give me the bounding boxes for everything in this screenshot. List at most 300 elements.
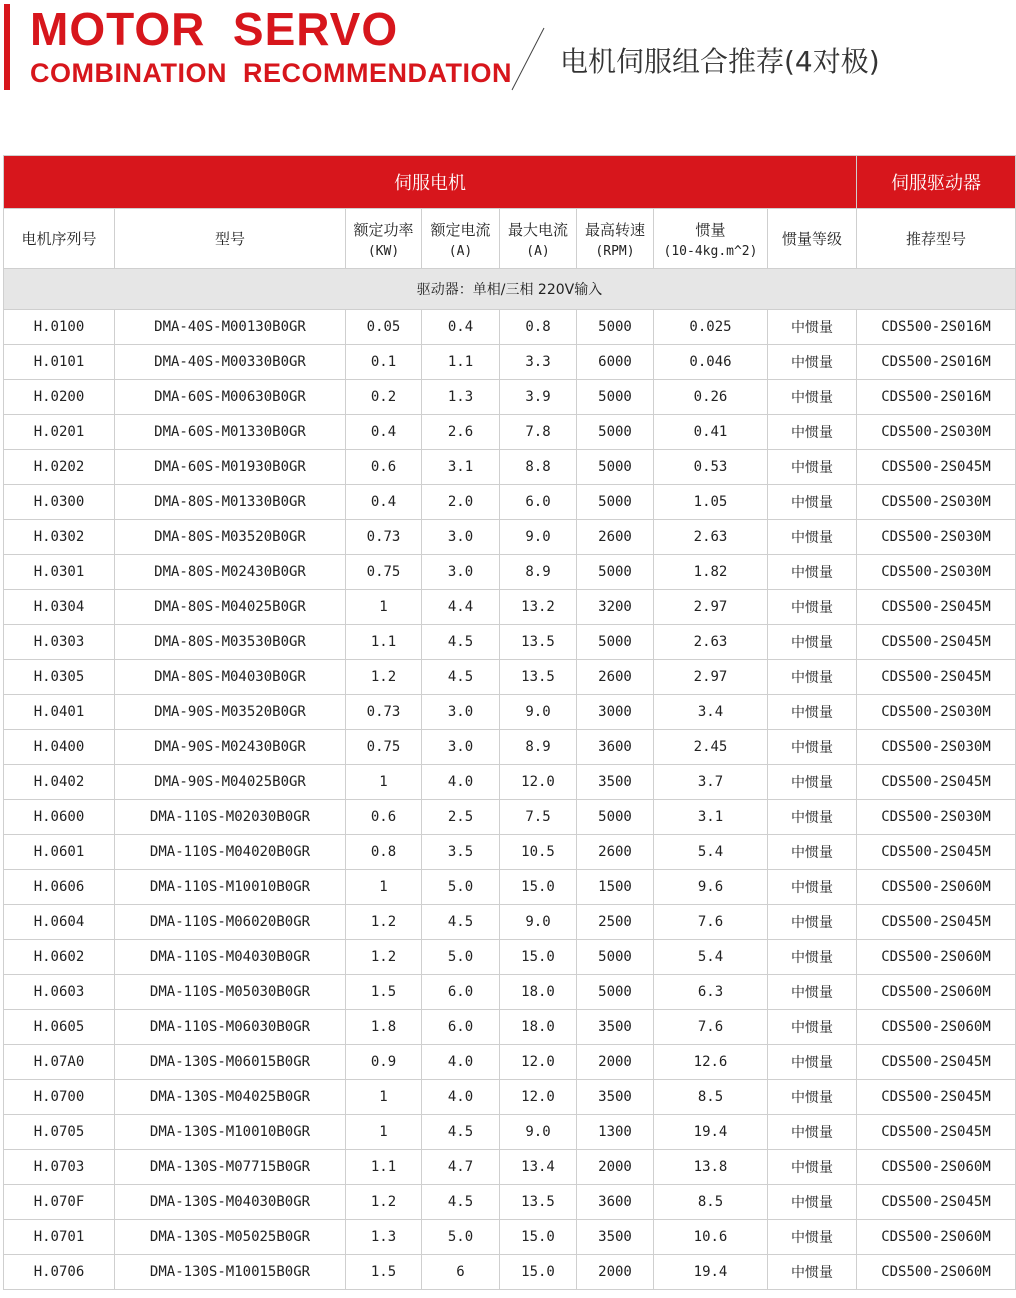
cell-inertia: 2.97 — [654, 660, 768, 695]
cell-max-speed: 3500 — [577, 1080, 654, 1115]
cell-inertia-level: 中惯量 — [768, 520, 857, 555]
cell-serial: H.0304 — [4, 590, 115, 625]
cell-model: DMA-90S-M02430B0GR — [115, 730, 346, 765]
cell-serial: H.0201 — [4, 415, 115, 450]
cell-rated-power: 0.6 — [346, 800, 422, 835]
cell-inertia-level: 中惯量 — [768, 730, 857, 765]
cell-rated-power: 0.73 — [346, 520, 422, 555]
cell-rated-current: 3.0 — [422, 520, 500, 555]
table-row — [4, 1045, 1016, 1080]
section-label: 驱动器：单相/三相 220V输入 — [4, 269, 1016, 310]
cell-recommended-model: CDS500-2S045M — [857, 660, 1016, 695]
cell-inertia-level: 中惯量 — [768, 1080, 857, 1115]
table-row — [4, 730, 1016, 765]
cell-rated-power: 1.2 — [346, 660, 422, 695]
cell-max-speed: 5000 — [577, 380, 654, 415]
table-row — [4, 660, 1016, 695]
cell-serial: H.0101 — [4, 345, 115, 380]
cell-rated-current: 2.0 — [422, 485, 500, 520]
cell-recommended-model: CDS500-2S016M — [857, 380, 1016, 415]
cell-rated-power: 0.05 — [346, 310, 422, 345]
cell-recommended-model: CDS500-2S045M — [857, 1045, 1016, 1080]
cell-inertia: 12.6 — [654, 1045, 768, 1080]
column-header-row — [4, 209, 1016, 269]
cell-model: DMA-40S-M00130B0GR — [115, 310, 346, 345]
cell-inertia-level: 中惯量 — [768, 940, 857, 975]
cell-rated-power: 1.5 — [346, 975, 422, 1010]
cell-rated-power: 0.4 — [346, 415, 422, 450]
cell-inertia: 0.26 — [654, 380, 768, 415]
cell-rated-current: 1.3 — [422, 380, 500, 415]
cell-model: DMA-90S-M03520B0GR — [115, 695, 346, 730]
cell-model: DMA-60S-M01330B0GR — [115, 415, 346, 450]
cell-serial: H.07A0 — [4, 1045, 115, 1080]
cell-rated-current: 4.7 — [422, 1150, 500, 1185]
cell-max-speed: 2600 — [577, 520, 654, 555]
table-row — [4, 450, 1016, 485]
cell-recommended-model: CDS500-2S060M — [857, 1255, 1016, 1290]
cell-max-speed: 2500 — [577, 905, 654, 940]
cell-inertia-level: 中惯量 — [768, 835, 857, 870]
cell-rated-current: 4.5 — [422, 625, 500, 660]
table-row — [4, 800, 1016, 835]
col-rated-power — [346, 209, 422, 269]
cell-max-current: 12.0 — [500, 1080, 577, 1115]
cell-inertia: 3.7 — [654, 765, 768, 800]
cell-recommended-model: CDS500-2S045M — [857, 1115, 1016, 1150]
cell-model: DMA-80S-M03520B0GR — [115, 520, 346, 555]
cell-inertia: 1.82 — [654, 555, 768, 590]
cell-max-current: 18.0 — [500, 975, 577, 1010]
table-row — [4, 310, 1016, 345]
cell-max-speed: 6000 — [577, 345, 654, 380]
cell-recommended-model: CDS500-2S030M — [857, 485, 1016, 520]
cell-max-current: 7.5 — [500, 800, 577, 835]
cell-max-current: 15.0 — [500, 870, 577, 905]
group-header-row — [4, 156, 1016, 209]
cell-inertia: 0.41 — [654, 415, 768, 450]
cell-max-speed: 3200 — [577, 590, 654, 625]
cell-model: DMA-60S-M00630B0GR — [115, 380, 346, 415]
table-row — [4, 625, 1016, 660]
cell-model: DMA-110S-M06030B0GR — [115, 1010, 346, 1045]
table-row — [4, 870, 1016, 905]
cell-rated-current: 2.6 — [422, 415, 500, 450]
cell-max-speed: 2600 — [577, 660, 654, 695]
cell-inertia-level: 中惯量 — [768, 310, 857, 345]
cell-rated-power: 1 — [346, 870, 422, 905]
table-row — [4, 695, 1016, 730]
cell-rated-current: 4.0 — [422, 1080, 500, 1115]
cell-rated-power: 0.8 — [346, 835, 422, 870]
cell-model: DMA-130S-M04025B0GR — [115, 1080, 346, 1115]
cell-model: DMA-80S-M01330B0GR — [115, 485, 346, 520]
table-row — [4, 380, 1016, 415]
cell-serial: H.0606 — [4, 870, 115, 905]
cell-rated-power: 1.8 — [346, 1010, 422, 1045]
cell-inertia-level: 中惯量 — [768, 975, 857, 1010]
cell-rated-current: 4.0 — [422, 765, 500, 800]
cell-model: DMA-110S-M04030B0GR — [115, 940, 346, 975]
cell-recommended-model: CDS500-2S060M — [857, 1220, 1016, 1255]
cell-serial: H.0603 — [4, 975, 115, 1010]
cell-serial: H.0703 — [4, 1150, 115, 1185]
cell-max-current: 0.8 — [500, 310, 577, 345]
cell-max-current: 13.5 — [500, 1185, 577, 1220]
cell-serial: H.0600 — [4, 800, 115, 835]
cell-inertia-level: 中惯量 — [768, 485, 857, 520]
table-row — [4, 1185, 1016, 1220]
cell-rated-current: 0.4 — [422, 310, 500, 345]
cell-model: DMA-80S-M02430B0GR — [115, 555, 346, 590]
cell-model: DMA-110S-M05030B0GR — [115, 975, 346, 1010]
cell-model: DMA-80S-M04025B0GR — [115, 590, 346, 625]
cell-rated-power: 0.2 — [346, 380, 422, 415]
cell-rated-current: 6.0 — [422, 1010, 500, 1045]
cell-rated-power: 1.2 — [346, 940, 422, 975]
cell-serial: H.0401 — [4, 695, 115, 730]
cell-max-speed: 3500 — [577, 1220, 654, 1255]
column-label: 额定电流 — [430, 220, 491, 239]
cell-rated-current: 3.0 — [422, 695, 500, 730]
cell-max-speed: 3600 — [577, 1185, 654, 1220]
cell-rated-power: 0.4 — [346, 485, 422, 520]
cell-rated-current: 3.0 — [422, 555, 500, 590]
cell-recommended-model: CDS500-2S030M — [857, 730, 1016, 765]
cell-rated-current: 4.0 — [422, 1045, 500, 1080]
cell-rated-current: 4.5 — [422, 1115, 500, 1150]
table-row — [4, 1080, 1016, 1115]
cell-rated-current: 6.0 — [422, 975, 500, 1010]
cell-inertia: 19.4 — [654, 1255, 768, 1290]
cell-rated-current: 5.0 — [422, 870, 500, 905]
cell-model: DMA-90S-M04025B0GR — [115, 765, 346, 800]
cell-recommended-model: CDS500-2S045M — [857, 590, 1016, 625]
cell-max-current: 8.9 — [500, 730, 577, 765]
table-row — [4, 1255, 1016, 1290]
cell-recommended-model: CDS500-2S060M — [857, 1150, 1016, 1185]
cell-serial: H.0302 — [4, 520, 115, 555]
title-english-sub: COMBINATION RECOMMENDATION — [30, 58, 512, 88]
table-row — [4, 345, 1016, 380]
cell-max-speed: 2000 — [577, 1045, 654, 1080]
cell-inertia: 8.5 — [654, 1080, 768, 1115]
cell-serial: H.0705 — [4, 1115, 115, 1150]
cell-inertia: 5.4 — [654, 940, 768, 975]
column-label: 最高转速 — [584, 220, 645, 239]
cell-serial: H.0301 — [4, 555, 115, 590]
cell-recommended-model: CDS500-2S060M — [857, 870, 1016, 905]
cell-max-speed: 5000 — [577, 975, 654, 1010]
cell-inertia: 0.53 — [654, 450, 768, 485]
cell-recommended-model: CDS500-2S045M — [857, 835, 1016, 870]
cell-inertia: 9.6 — [654, 870, 768, 905]
cell-max-current: 8.8 — [500, 450, 577, 485]
cell-model: DMA-130S-M04030B0GR — [115, 1185, 346, 1220]
cell-inertia: 2.45 — [654, 730, 768, 765]
cell-inertia-level: 中惯量 — [768, 1255, 857, 1290]
cell-recommended-model: CDS500-2S045M — [857, 625, 1016, 660]
cell-max-current: 3.3 — [500, 345, 577, 380]
cell-model: DMA-40S-M00330B0GR — [115, 345, 346, 380]
cell-max-current: 13.4 — [500, 1150, 577, 1185]
cell-serial: H.0706 — [4, 1255, 115, 1290]
table-row — [4, 415, 1016, 450]
col-max-current — [500, 209, 577, 269]
column-label: 惯量等级 — [781, 230, 842, 248]
cell-inertia-level: 中惯量 — [768, 660, 857, 695]
cell-max-current: 10.5 — [500, 835, 577, 870]
cell-rated-power: 1.2 — [346, 905, 422, 940]
cell-inertia: 7.6 — [654, 905, 768, 940]
cell-max-speed: 2000 — [577, 1150, 654, 1185]
column-unit: (A) — [448, 243, 473, 259]
cell-max-speed: 3000 — [577, 695, 654, 730]
cell-recommended-model: CDS500-2S045M — [857, 450, 1016, 485]
col-rated-current — [422, 209, 500, 269]
cell-serial: H.0602 — [4, 940, 115, 975]
cell-recommended-model: CDS500-2S060M — [857, 940, 1016, 975]
accent-bar — [4, 4, 10, 90]
cell-max-current: 9.0 — [500, 695, 577, 730]
column-label: 惯量 — [695, 220, 726, 239]
cell-max-current: 13.5 — [500, 660, 577, 695]
combination-table — [3, 155, 1016, 1290]
cell-inertia-level: 中惯量 — [768, 1045, 857, 1080]
cell-max-current: 9.0 — [500, 1115, 577, 1150]
cell-max-current: 15.0 — [500, 940, 577, 975]
column-label: 最大电流 — [507, 220, 568, 239]
group-servo-driver: 伺服驱动器 — [857, 156, 1016, 209]
cell-rated-current: 3.1 — [422, 450, 500, 485]
cell-max-current: 12.0 — [500, 1045, 577, 1080]
cell-rated-current: 5.0 — [422, 1220, 500, 1255]
table-row — [4, 590, 1016, 625]
cell-max-speed: 3500 — [577, 1010, 654, 1045]
cell-rated-power: 1 — [346, 765, 422, 800]
cell-model: DMA-130S-M07715B0GR — [115, 1150, 346, 1185]
cell-recommended-model: CDS500-2S045M — [857, 1080, 1016, 1115]
cell-serial: H.0604 — [4, 905, 115, 940]
cell-inertia-level: 中惯量 — [768, 1010, 857, 1045]
cell-inertia: 8.5 — [654, 1185, 768, 1220]
cell-serial: H.0402 — [4, 765, 115, 800]
cell-rated-current: 3.0 — [422, 730, 500, 765]
cell-inertia: 2.97 — [654, 590, 768, 625]
cell-rated-power: 0.9 — [346, 1045, 422, 1080]
cell-inertia-level: 中惯量 — [768, 1115, 857, 1150]
cell-inertia-level: 中惯量 — [768, 555, 857, 590]
cell-model: DMA-80S-M03530B0GR — [115, 625, 346, 660]
cell-inertia: 10.6 — [654, 1220, 768, 1255]
cell-max-current: 13.5 — [500, 625, 577, 660]
column-unit: (10-4kg.m^2) — [663, 243, 758, 259]
cell-max-current: 9.0 — [500, 905, 577, 940]
cell-rated-current: 5.0 — [422, 940, 500, 975]
cell-inertia: 2.63 — [654, 520, 768, 555]
cell-recommended-model: CDS500-2S045M — [857, 1185, 1016, 1220]
cell-rated-power: 0.73 — [346, 695, 422, 730]
cell-max-current: 3.9 — [500, 380, 577, 415]
col-recommended-model — [857, 209, 1016, 269]
cell-inertia: 3.1 — [654, 800, 768, 835]
cell-model: DMA-130S-M05025B0GR — [115, 1220, 346, 1255]
cell-inertia-level: 中惯量 — [768, 380, 857, 415]
cell-inertia: 19.4 — [654, 1115, 768, 1150]
divider-slash-icon — [508, 26, 548, 92]
cell-inertia-level: 中惯量 — [768, 1150, 857, 1185]
cell-inertia-level: 中惯量 — [768, 415, 857, 450]
cell-inertia-level: 中惯量 — [768, 345, 857, 380]
cell-max-speed: 1300 — [577, 1115, 654, 1150]
cell-max-current: 15.0 — [500, 1220, 577, 1255]
table-row — [4, 1150, 1016, 1185]
column-unit: (RPM) — [595, 243, 635, 259]
cell-inertia: 6.3 — [654, 975, 768, 1010]
cell-model: DMA-110S-M02030B0GR — [115, 800, 346, 835]
cell-rated-power: 1 — [346, 1115, 422, 1150]
cell-max-speed: 5000 — [577, 415, 654, 450]
cell-model: DMA-80S-M04030B0GR — [115, 660, 346, 695]
cell-inertia-level: 中惯量 — [768, 870, 857, 905]
table-row — [4, 765, 1016, 800]
col-model — [115, 209, 346, 269]
cell-max-speed: 5000 — [577, 450, 654, 485]
cell-max-current: 9.0 — [500, 520, 577, 555]
cell-recommended-model: CDS500-2S030M — [857, 415, 1016, 450]
cell-recommended-model: CDS500-2S030M — [857, 555, 1016, 590]
cell-rated-current: 6 — [422, 1255, 500, 1290]
cell-serial: H.0400 — [4, 730, 115, 765]
cell-serial: H.0100 — [4, 310, 115, 345]
cell-max-current: 18.0 — [500, 1010, 577, 1045]
cell-max-speed: 5000 — [577, 555, 654, 590]
cell-model: DMA-110S-M06020B0GR — [115, 905, 346, 940]
table-row — [4, 1220, 1016, 1255]
cell-serial: H.0300 — [4, 485, 115, 520]
cell-rated-power: 0.75 — [346, 730, 422, 765]
cell-recommended-model: CDS500-2S030M — [857, 520, 1016, 555]
title-chinese: 电机伺服组合推荐(4对极) — [560, 45, 880, 78]
cell-rated-power: 1 — [346, 1080, 422, 1115]
page-header — [0, 0, 1016, 130]
cell-max-speed: 5000 — [577, 940, 654, 975]
cell-max-current: 6.0 — [500, 485, 577, 520]
table-body — [4, 310, 1016, 1290]
column-label: 额定功率 — [353, 220, 414, 239]
cell-inertia-level: 中惯量 — [768, 1185, 857, 1220]
cell-serial: H.0605 — [4, 1010, 115, 1045]
cell-inertia: 0.025 — [654, 310, 768, 345]
cell-max-speed: 5000 — [577, 800, 654, 835]
cell-recommended-model: CDS500-2S016M — [857, 310, 1016, 345]
cell-recommended-model: CDS500-2S060M — [857, 975, 1016, 1010]
cell-max-speed: 5000 — [577, 485, 654, 520]
table-row — [4, 835, 1016, 870]
cell-max-speed: 2600 — [577, 835, 654, 870]
cell-rated-power: 0.1 — [346, 345, 422, 380]
cell-inertia-level: 中惯量 — [768, 905, 857, 940]
cell-rated-power: 1.3 — [346, 1220, 422, 1255]
cell-inertia-level: 中惯量 — [768, 1220, 857, 1255]
column-unit: (KW) — [367, 243, 400, 259]
cell-max-current: 13.2 — [500, 590, 577, 625]
cell-rated-current: 3.5 — [422, 835, 500, 870]
cell-serial: H.0700 — [4, 1080, 115, 1115]
cell-max-speed: 1500 — [577, 870, 654, 905]
cell-inertia: 7.6 — [654, 1010, 768, 1045]
cell-serial: H.0303 — [4, 625, 115, 660]
cell-rated-power: 1.1 — [346, 625, 422, 660]
section-row — [4, 269, 1016, 310]
cell-model: DMA-60S-M01930B0GR — [115, 450, 346, 485]
table-row — [4, 905, 1016, 940]
cell-rated-power: 1.1 — [346, 1150, 422, 1185]
cell-max-current: 8.9 — [500, 555, 577, 590]
cell-rated-current: 4.4 — [422, 590, 500, 625]
cell-serial: H.0601 — [4, 835, 115, 870]
cell-rated-power: 1 — [346, 590, 422, 625]
cell-inertia-level: 中惯量 — [768, 625, 857, 660]
cell-max-speed: 5000 — [577, 310, 654, 345]
table-row — [4, 520, 1016, 555]
cell-max-speed: 3500 — [577, 765, 654, 800]
cell-model: DMA-110S-M10010B0GR — [115, 870, 346, 905]
cell-serial: H.0305 — [4, 660, 115, 695]
cell-max-current: 7.8 — [500, 415, 577, 450]
cell-inertia-level: 中惯量 — [768, 695, 857, 730]
cell-inertia: 5.4 — [654, 835, 768, 870]
group-servo-motor: 伺服电机 — [4, 156, 857, 209]
col-inertia — [654, 209, 768, 269]
cell-max-speed: 2000 — [577, 1255, 654, 1290]
col-serial — [4, 209, 115, 269]
cell-rated-power: 0.6 — [346, 450, 422, 485]
cell-model: DMA-130S-M10010B0GR — [115, 1115, 346, 1150]
column-label: 推荐型号 — [905, 230, 966, 248]
cell-recommended-model: CDS500-2S016M — [857, 345, 1016, 380]
cell-inertia-level: 中惯量 — [768, 800, 857, 835]
cell-serial: H.0200 — [4, 380, 115, 415]
cell-model: DMA-130S-M06015B0GR — [115, 1045, 346, 1080]
column-unit: (A) — [526, 243, 550, 259]
cell-rated-current: 1.1 — [422, 345, 500, 380]
cell-inertia: 1.05 — [654, 485, 768, 520]
table-row — [4, 975, 1016, 1010]
cell-rated-current: 2.5 — [422, 800, 500, 835]
table-row — [4, 1010, 1016, 1045]
cell-rated-power: 1.2 — [346, 1185, 422, 1220]
cell-rated-current: 4.5 — [422, 660, 500, 695]
cell-max-speed: 5000 — [577, 625, 654, 660]
cell-rated-current: 4.5 — [422, 1185, 500, 1220]
cell-recommended-model: CDS500-2S030M — [857, 800, 1016, 835]
cell-model: DMA-130S-M10015B0GR — [115, 1255, 346, 1290]
cell-rated-power: 1.5 — [346, 1255, 422, 1290]
title-english-main: MOTOR SERVO — [30, 3, 399, 55]
cell-rated-current: 4.5 — [422, 905, 500, 940]
cell-inertia: 13.8 — [654, 1150, 768, 1185]
cell-recommended-model: CDS500-2S045M — [857, 765, 1016, 800]
cell-serial: H.070F — [4, 1185, 115, 1220]
cell-inertia-level: 中惯量 — [768, 590, 857, 625]
table-row — [4, 940, 1016, 975]
col-inertia-level — [768, 209, 857, 269]
table-row — [4, 485, 1016, 520]
cell-recommended-model: CDS500-2S045M — [857, 905, 1016, 940]
cell-rated-power: 0.75 — [346, 555, 422, 590]
cell-recommended-model: CDS500-2S060M — [857, 1010, 1016, 1045]
